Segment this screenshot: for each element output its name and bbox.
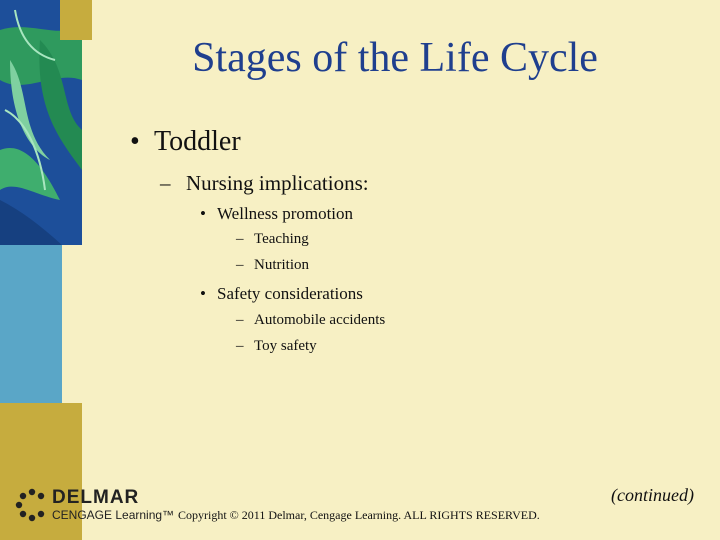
bullet-text: Nutrition xyxy=(254,257,309,273)
logo-name: DELMAR xyxy=(52,487,140,508)
bullet-marker: • xyxy=(200,204,206,223)
bullet-marker: • xyxy=(130,126,140,157)
bullet-marker: • xyxy=(200,284,206,303)
bullet-nutrition xyxy=(236,257,309,274)
bullet-text: Automobile accidents xyxy=(254,312,386,328)
continued-label: (continued) xyxy=(611,485,694,505)
bullet-text: Safety considerations xyxy=(217,284,363,303)
bullet-text: Teaching xyxy=(254,231,309,247)
bullet-wellness-promotion xyxy=(200,204,353,224)
bullet-text: Nursing implications: xyxy=(186,171,369,195)
bullet-automobile-accidents xyxy=(236,312,385,329)
bullet-toy-safety xyxy=(236,338,317,355)
bullet-toddler xyxy=(130,126,241,158)
decorative-blue-block xyxy=(0,245,62,403)
bullet-marker: – xyxy=(236,312,244,328)
bullet-marker: – xyxy=(236,338,244,354)
logo-subtitle: CENGAGE Learning™ xyxy=(52,508,175,522)
bullet-teaching xyxy=(236,231,309,248)
logo-mark-icon xyxy=(12,486,52,526)
bullet-nursing-implications xyxy=(160,171,369,196)
bullet-marker: – xyxy=(236,231,244,247)
bullet-text: Toddler xyxy=(154,126,241,157)
bullet-text: Toy safety xyxy=(254,338,317,354)
decorative-gold-block-top xyxy=(60,0,92,40)
bullet-safety-considerations xyxy=(200,284,363,304)
bullet-marker: – xyxy=(160,171,171,195)
slide-title: Stages of the Life Cycle xyxy=(192,35,598,81)
delmar-cengage-logo xyxy=(12,486,182,526)
bullet-marker: – xyxy=(236,257,244,273)
copyright-notice: Copyright © 2011 Delmar, Cengage Learning. ALL RIGHTS RESERVED. xyxy=(178,508,540,522)
bullet-text: Wellness promotion xyxy=(217,204,354,223)
